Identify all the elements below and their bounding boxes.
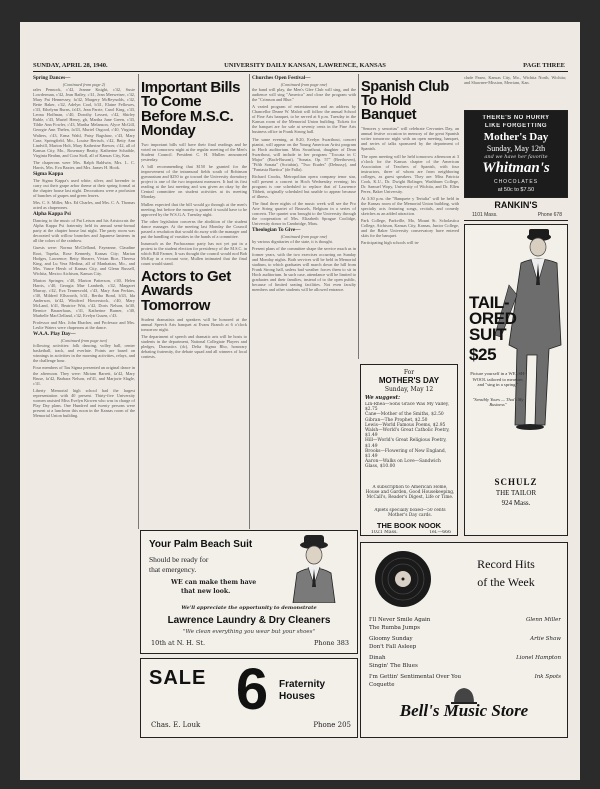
article-heading: Churches Open Festival— — [252, 75, 311, 81]
column-5: clude Paseo, Kansas City, Mo., Wichita North, Wichita; and Shawnee-Mission, Merriam, Kan. — [464, 75, 566, 86]
whitman-logo: Whitman's — [482, 160, 550, 176]
record-hit-row: I'm Gettin' Sentimental Over You Ink Spots — [369, 674, 561, 680]
record-hit-row: Singin' The Blues — [369, 663, 418, 669]
palm-beach-ad: Your Palm Beach Suit Should be ready for that emergency. WE can make them have that new look. We'll appreciate the opportunity to demonstrate Lawrence Laundry & Dry Cleaners "We clean everything you wear but your shoes" 10th at N. H. St. Phone 383 — [140, 530, 358, 654]
book-item: Lewis—World Famous Poems, $2.95 — [365, 422, 446, 428]
record-hits-list — [369, 617, 561, 690]
masthead-date: SUNDAY, APRIL 28, 1940. — [33, 62, 108, 69]
column-1: Spring Dances— (Continued from page 2) rales Pennock, c'42, Jeanne Knight, c'42, Susie Lowderman, c'42, Jean Bailey, c'41, Jean Meeweiser, c'42, Mary Pat Hennessey, fa'42, Margery McReynolds, c'42, Bette Baker, c'42, Adelyn Cool, b'41, Elaine Fellowes, c'43, Ethelynn Burns, fa'43, Jean Parrie, Carol King, c'43, Leona Hoffman, c'40, Dorothy Lessert, c'42, Shirley Ruble, c'43, Muriel Henry, gb, Martha June Green, c'43, Tildie Ann Fowler, c'43, Martha Melanson, Alyce McGill, Georgie Ann Thelen, fa'43, Muriel Osgood, c'40, Virginia Walters, c'43, Erma Wahl, Patsy Bagshaw, c'43, Mary Case, Springfield, Mo., Louise Bertsch, c'42, Betty Ann Lindvill, Marion Holt, Mary Katherine Brewer, c'42, all of Kansas City, Mo., Rosemary Beatty, Katherine Schaible, Virginia Beahm, and Cora Stoll, all of Kansas City, Kan. The chaperons were Mrs. Ralph Baldwin, Mrs. L. C. Harris, Mrs. Eva Baxter, and Mrs. James H. Hook. Sigma Kappa The Sigma Kappa's used white, silver, and lavender to carry out their grape arbor theme at their spring formal at the chapter house last night. Decorations were a profusion of bunches of grapes and green leaves. Mrs. C. S. Miller, Mrs. Ed Charles, and Mrs. C. A. Thomas acted as chaperones. Alpha Kappa Psi Dancing to the music of Pat Letson and his Aristocrats the Alpha Kappa Psi fraternity held its annual semi-formal party at the chapter house last night. The party room was decorated with willow branches and Japanese lanterns in all the colors of the rainbow. Guests were: Norma McClelland, Fayeanne, Claudine Root, Topeka, Rose Kennedy, Kansas City; Marian Hodges, Lawrence; Betty Shearer, Vivian Bice, Theresa King, and Lu Vera Medina, all of Manhattan, Mo., and Mrs. Vance Hersh of Kansas City, and Glenn Russell, Wichita, Mexico Atchison, Kansas City. Marion Springer, c'40, Marion Patterson, c'40, Helen Harris, c'40, Georgia Mae Lambeth, c'42, Margaret Murray, c'42, Eva Tennesvold, c'43, Mary Ann Perkins, c'40, Mildred Ellsworth, b'41, Bertha Bond, b'43, Ida Anderson, fa'42, Winifred Howerstock, c'40, Mary McLand, b'41, Beatrice Witt, c'42, Doris Nelson, fa'40, Bernice Bauserhaus, c'41, Katherine Burner, c'40, Marbelle MacClelland, c'42, Evelyn Gusen, c'43. Professor and Mrs. John Ebacher, and Professor and Mrs. Leslie Waters were chaperons at the dance. W.A.A. Play Day— (Continued from page two) following activities: folk dancing, volley ball, center basketball, track, and everlate. Points are based on winnings in activities in the morning activities, relays, and the challenge hour. Four members of Tau Sigma presented an original dance in the afternoon. They were: Miriam Barrett, fa'42, Mary Bruse, fa'42, Barbara Nelson, ed'41, and Marjorie Slagle, c'41. Liberty Memorial high school had the largest representation with 40 present. Thirty-five University women assisted Miss Evelyn Kirwen who was in charge of Play Day plans. One Hundred and twenty persons were present at a luncheon this noon in the Kansas room of the Memorial Union building. — [33, 75, 135, 418]
record-hit-row: Coquette — [369, 682, 395, 688]
column-3: Churches Open Festival— (Continued from page one) the band will play, the Men's Glee Club will sing, and the audience will sing "America" and close the program with the "Crimson and Blue." A varied program of entertainment and an address by Chancellor Deane W. Malott will follow the annual School of Fine Arts banquet, to be served at 6 p.m. Tuesday in the Kansas room of the Memorial Union building. Tickets for the banquet are for sale at seventy cents in the Fine Arts business office in Frank Strong hall. The same evening, at 8:20, Evelyn Swarthout, concert pianist, will appear on the Young American Artist program in Hoch auditorium. Miss Swarthout, daughter of Dean Swarthout, will include in her program "Toccata in C Major" (Bach-Busoni), "Sonata, Op. 57" (Beethoven), "Fifth Sonata" (Scriabin), "Two Etudes" (Debussy), and "Fantasia Baetica" (de Falla). Richard Crooks, Metropolitan opera company tenor star, will present a concert in Hoch Wednesday evening; his program is one scheduled to replace that of Lawrence Tibbett, originally scheduled but unable to appear because of illness. The final three nights of the music week will see the Pro Arte String quartet of Brussels, Belgium in a series of concerts. The quartet was brought to the University through the cooperation of Mrs. Elizabeth Sprague Coolidge, University donor in Cambridge, Mass. Theologian To Give— (Continued from page one) by various dignitaries of the state, it is thought. Present plans of the committee shape the service much as in former years, with the two exercises occurring on Sunday and Monday nights. Both services will be held in Memorial stadium, to which graduates will march down the hill from Frank Strong hall, unless bad weather forces them to sit in Hoch auditorium. In such case, attendance will be limited to graduates and their families, instead of to the open public, because of limited seating facilities. Not even faculty members and other students will be allowed entrance. — [252, 75, 356, 292]
book-nook-ad: For MOTHER'S DAY Sunday, May 12 We suggest: Lin-Rhea—Sons Grace Was My Valley, $2.75 Cane—Mother of the Smiths, $2.50 Gibran—The Prophet, $2.50 Lewis—World Famous Poems, $2.95 Walsh—World's Great Catholic Poetry, $1.49 Hill—World's Great Religious Poetry, $1.49 Brooks—Flowering of New England, $1.49 Aaron—Walks on Love—Sandwich Glass, $10.00 A subscription to American Home, House and Garden, Good Housekeeping, McCall's, Reader's Digest, Life or Time. Aplets specially boxed—50 cents Mother's Day cards. THE BOOK NOOK 1021 Mass. Tel.—666 — [360, 364, 458, 536]
article-heading: Theologian To Give— — [252, 227, 301, 234]
masthead-page: PAGE THREE — [523, 62, 565, 69]
book-item: Brooks—Flowering of New England, $1.49 — [365, 448, 447, 460]
headline-spanish-club: Spanish Club To Hold Banquet — [361, 79, 449, 123]
book-item: Walsh—World's Great Catholic Poetry, $1.49 — [365, 428, 450, 439]
record-hit-row: Don't Fall Asleep — [369, 644, 417, 650]
laundry-name: Lawrence Laundry & Dry Cleaners — [167, 615, 331, 626]
article-heading: Sigma Kappa — [33, 170, 64, 177]
record-disc-illustration — [367, 549, 443, 611]
book-item: Gibran—The Prophet, $2.50 — [365, 417, 428, 423]
rankins-store: RANKIN'S — [494, 200, 538, 210]
article-heading: Alpha Kappa Psi — [33, 211, 71, 218]
masthead-rule — [33, 71, 568, 72]
book-item: Aaron—Walks on Love—Sandwich Glass, $10.00 — [365, 459, 441, 470]
book-item: Lin-Rhea—Sons Grace Was My Valley, $2.75 — [365, 402, 450, 413]
record-hit-row: The Rumba Jumps — [369, 625, 420, 631]
fraternity-sale-ad: SALE 6 Fraternity Houses Chas. E. Louk Phone 205 — [140, 658, 358, 738]
schulz-tailor-ad: TAIL- ORED SUIT $25 Picture yourself in a WELSH-WOOL tailored to measure, and "sing in a spring." "Sensibly Yours — That's My Business" SCHULZ THE TAILOR 924 Mass. — [464, 224, 568, 536]
book-nook-name: THE BOOK NOOK — [376, 521, 442, 530]
record-hit-row: Gloomy Sunday Artie Shaw — [369, 636, 561, 642]
record-hit-row: I'll Never Smile Again Glenn Miller — [369, 617, 561, 623]
masthead-title: UNIVERSITY DAILY KANSAN, LAWRENCE, KANSAS — [224, 62, 386, 69]
headline-important-bills: Important Bills To Come Before M.S.C. Monday — [141, 79, 241, 139]
column-4: Spanish Club To Hold Banquet "Senores y senoritas" will celebrate Cervantes Day, an annual festive occasion in memory of the great Spanish writer tomorrow night with an open meeting, banquet, and series of talks sponsored by the department of Spanish. The open meeting will be held tomorrow afternoon at 3 o'clock for the Kansas chapter of the American Association of Teachers of Spanish, with four instructors, three of whom are from neighboring colleges, as guest speakers. They are: Miss Patricia Cook, K.U., Dr. Dwight Bolinger, Washburn College, Dr. Samuel Wopy, University of Wichita, and Dr. Ellen Perez, Baker University. At 3:30 p.m. the "Banquete y Tertulia" will be held in the Kansas room of the Memorial Union building, with specialty acts featuring songs, recitals, and comedy sketches as an added attraction. Park College, Parkville, Mo, Mount St. Scholastica College, Atchison, Kansas City, Kansas, Junior College, and the Baker University conservatory have entered skits for the banquet. Participating high schools will in- — [361, 79, 459, 246]
headline-actors-awards: Actors to Get Awards Tomorrow — [141, 268, 231, 314]
column-2: Important Bills To Come Before M.S.C. Monday Two important bills will have their final readings and be voted on tomorrow night at the regular meeting of the Men's Student Council. President C. H. Mullen announced yesterday. A bill recommending that $150 be granted for the improvement of the intramural fields south of Robinson gymnasium and $250 to go toward the University dormitory project is one of the two important measures. It had its first reading at the last meeting and was given an okay by the Central committee on student activities at its meeting Monday. Mullen expected that the bill would go through at the men's meeting, but before the money is granted it would have to be approved by the W.S.G.A. Tuesday night. The other legislation concerns the abolition of the student dance manager. At the meeting last Monday the Council passed a resolution that would do away with the manager and put the handling of varsities in the hands of a committee. Inasmuch as the Pachacamac party has not yet put in a protest to the student election for presidency of the M.S.C. in which Bill Farmer, It was thought the council would nod Bob McKay in a recount vote, Mullen intimated that the final count would stand. Actors to Get Awards Tomorrow Student dramatists and speakers will be honored at the annual Speech Arts banquet at Evans Branch at 6 o'clock tomorrow night. The department of speech and dramatic arts will be hosts to students in the department, National Collegiate Players and pledges, Dramatics (dc), Delta Sigma Rho, honorary debating fraternity, the debate squad and all winners of local contests. — [141, 79, 247, 360]
article-heading: Spring Dances— — [33, 75, 71, 81]
whitman-ad: THERE'S NO HURRY LIKE FORGETTING Mother's Day Sunday, May 12th and we have her favorite Whitman's CHOCOLATES at 50c to $7.50 — [464, 110, 568, 198]
man-with-hat-illustration — [279, 533, 349, 603]
bells-music-store-logo: Bell's Music Store — [399, 701, 529, 720]
article-heading: W.A.A. Play Day— — [33, 331, 76, 338]
schulz-brand: SCHULZ — [494, 477, 538, 487]
book-item: Hill—World's Great Religious Poetry, $1.49 — [365, 438, 447, 449]
tailored-suit-price: $25 — [469, 347, 497, 364]
bells-music-ad: Record Hits of the Week I'll Never Smile Again Glenn Miller The Rumba Jumps Gloomy Sunday Artie Shaw Don't Fall Asleep Dinah Lionel Hampton Singin' The Blues I'm Gettin' Sentimental Over You Ink Spots Coquette Bell's Music Store — [360, 542, 568, 738]
book-item: Cane—Mother of the Smiths, $2.50 — [365, 412, 444, 418]
newspaper-page: SUNDAY, APRIL 28, 1940. UNIVERSITY DAILY KANSAN, LAWRENCE, KANSAS PAGE THREE Spring Dances— (Continued from page 2) rales Pennock, c'42, Jeanne Knight, c'42, Susie Lowderman, c'42, Jean Bailey, c'41, Jean Meeweiser, c'42, Mary Pat Hennessey, fa'42, Margery McReynolds, c'42, Bette Baker, c'42, Adelyn Cool, b'41, Elaine Fellowes, c'43, Ethelynn Burns, fa'43, Jean Parrie, Carol King, c'43, Leona Hoffman, c'40, Dorothy Lessert, c'42, Shirley Ruble, c'43, Muriel Henry, gb, Martha June Green, c'43, Tildie Ann Fowler, c'43, Martha Melanson, Alyce McGill, Georgie Ann Thelen, fa'43, Muriel Osgood, c'40, Virginia Walters, c'43, Erma Wahl, Patsy Bagshaw, c'43, Mary Case, Springfield, Mo., Louise Bertsch, c'42, Betty Ann Lindvill, Marion Holt, Mary Katherine Brewer, c'42, all of Kansas City, Mo., Rosemary Beatty, Katherine Schaible, Virginia Beahm, and Cora Stoll, all of Kansas City, Kan. The chaperons were Mrs. Ralph Baldwin, Mrs. L. C. Harris, Mrs. Eva Baxter, and Mrs. James H. Hook. Sigma Kappa The Sigma Kappa's used white, silver, and lavender to carry out their grape arbor theme at their spring formal at the chapter house last night. Decorations were a profusion of bunches of grapes and green leaves. Mrs. C. S. Miller, Mrs. Ed Charles, and Mrs. C. A. Thomas acted as chaperones. Alpha Kappa Psi Dancing to the music of Pat Letson and his Aristocrats the Alpha Kappa Psi fraternity held its annual semi-formal party at the chapter house last night. The party room was decorated with willow branches and Japanese lanterns in all the colors of the rainbow. Guests were: Norma McClelland, Fayeanne, Claudine Root, Topeka, Rose Kennedy, Kansas City; Marian Hodges, Lawrence; Betty Shearer, Vivian Bice, Theresa King, and Lu Vera Medina, all of Manhattan, Mo., and Mrs. Vance Hersh of Kansas City, and Glenn Russell, Wichita, Mexico Atchison, Kansas City. Marion Springer, c'40, Marion Patterson, c'40, Helen Harris, c'40, Georgia Mae Lambeth, c'42, Margaret Murray, c'42, Eva Tennesvold, c'43, Mary Ann Perkins, c'40, Mildred Ellsworth, b'41, Bertha Bond, b'43, Ida Anderson, fa'42, Winifred Howerstock, c'40, Mary McLand, b'41, Beatrice Witt, c'42, Doris Nelson, fa'40, Bernice Bauserhaus, c'41, Katherine Burner, c'40, Marbelle MacClelland, c'42, Evelyn Gusen, c'43. Professor and Mrs. John Ebacher, and Professor and Mrs. Leslie Waters were chaperons at the dance. W.A.A. Play Day— (Continued from page two) following activities: folk dancing, volley ball, center basketball, track, and everlate. Points are based on winnings in activities in the morning activities, relays, and the challenge hour. Four members of Tau Sigma presented an original dance in the afternoon. They were: Miriam Barrett, fa'42, Mary Bruse, fa'42, Barbara Nelson, ed'41, and Marjorie Slagle, c'41. Liberty Memorial high school had the largest representation with 40 present. Thirty-five University women assisted Miss Evelyn Kirwen who was in charge of Play Day plans. One Hundred and twenty persons were present at a luncheon this noon in the Kansas room of the Memorial Union building. Important Bills To Come Before M.S.C. Monday Two important bills will have their final readings and be voted on tomorrow night at the regular meeting of the Men's Student Council. President C. H. Mullen announced yesterday. A bill recommending that $150 be granted for the improvement of the intramural fields south of Robinson gymnasium and $250 to go toward the University dormitory project is one of the two important measures. It had its first reading at the last meeting and was given an okay by the Central committee on student activities at its meeting Monday. Mullen expected that the bill would go through at the men's meeting, but before the money is granted it would have to be approved by the W.S.G.A. Tuesday night. The other legislation concerns the abolition of the student dance manager. At the meeting last Monday the Council passed a resolution that would do away with the manager and put the handling of varsities in the hands of a committee. Inasmuch as the Pachacamac party has not yet put in a protest to the student election for presidency of the M.S.C. in which Bill Farmer, It was thought the council would nod Bob McKay in a recount vote, Mullen intimated that the final count would stand. Actors to Get Awards Tomorrow Student dramatists and speakers will be honored at the annual Speech Arts banquet at Evans Branch at 6 o'clock tomorrow night. The department of speech and dramatic arts will be hosts to students in the department, National Collegiate Players and pledges, Dramatics (dc), Delta Sigma Rho, honorary debating fraternity, the debate squad and all winners of local contests. Churches Open Festival— (Continued from page one) the band will play, the Men's Glee Club will sing, and the audience will sing "America" and close the program with the "Crimson and Blue." A varied program of entertainment and an address by Chancellor Deane W. Malott will follow the annual School of Fine Arts banquet, to be served at 6 p.m. Tuesday in the Kansas room of the Memorial Union building. Tickets for the banquet are for sale at seventy cents in the Fine Arts business office in Frank Strong hall. The same evening, at 8:20, Evelyn Swarthout, concert pianist, will appear on the Young American Artist program in Hoch auditorium. Miss Swarthout, daughter of Dean Swarthout, will include in her program "Toccata in C Major" (Bach-Busoni), "Sonata, Op. 57" (Beethoven), "Fifth Sonata" (Scriabin), "Two Etudes" (Debussy), and "Fantasia Baetica" (de Falla). Richard Crooks, Metropolitan opera company tenor star, will present a concert in Hoch Wednesday evening; his program is one scheduled to replace that of Lawrence Tibbett, originally scheduled but unable to appear because of illness. The final three nights of the music week will see the Pro Arte String quartet of Brussels, Belgium in a series of concerts. The quartet was brought to the University through the cooperation of Mrs. Elizabeth Sprague Coolidge, University donor in Cambridge, Mass. Theologian To Give— (Continued from page one) by various dignitaries of the state, it is thought. Present plans of the committee shape the service much as in former years, with the two exercises occurring on Sunday and Monday nights. Both services will be held in Memorial stadium, to which graduates will march down the hill from Frank Strong hall, unless bad weather forces them to sit in Hoch auditorium. In such case, attendance will be limited to graduates and their families, instead of to the open public, because of limited seating facilities. Not even faculty members and other students will be allowed entrance. Spanish Club To Hold Banquet "Senores y senoritas" will celebrate Cervantes Day, an annual festive occasion in memory of the great Spanish writer tomorrow night with an open meeting, banquet, and series of talks sponsored by the department of Spanish. The open meeting will be held tomorrow afternoon at 3 o'clock for the Kansas chapter of the American Association of Teachers of Spanish, with four instructors, three of whom are from neighboring colleges, as guest speakers. They are: Miss Patricia Cook, K.U., Dr. Dwight Bolinger, Washburn College, Dr. Samuel Wopy, University of Wichita, and Dr. Ellen Perez, Baker University. At 3:30 p.m. the "Banquete y Tertulia" will be held in the Kansas room of the Memorial Union building, with specialty acts featuring songs, recitals, and comedy sketches as an added attraction. Park College, Parkville, Mo, Mount St. Scholastica College, Atchison, Kansas City, Kansas, Junior College, and the Baker University conservatory have entered skits for the banquet. Participating high schools will in- clude Paseo, Kansas City, Mo., Wichita North, Wichita; and Shawnee-Mission, Merriam, Kan. THERE'S NO HURRY LIKE FORGETTING Mother's Day Sunday, May 12th and we have her favorite Whitman's CHOCOLATES at 50c to $7.50 RANKIN'S 1101 Mass. Phone 678 TAIL- ORED SUIT $25 Picture yourself in a WELSH-WOOL tailored to measure, and "sing in a spring." "Sensibly Yours — That's My Business" SCHULZ THE TAILOR 924 Mass. For MOTHER'S DAY Sunday, May 12 We suggest: Lin-Rhea—Sons Grace Was My Valley, $2.75 Cane—Mother of the Smiths, $2.50 Gibran—The Prophet, $2.50 Lewis—World Famous Poems, $2.95 Walsh—World's Great Catholic Poetry, $1.49 Hill—World's Great Religious Poetry, $1.49 Brooks—Flowering of New England, $1.49 Aaron—Walks on Love—Sandwich Glass, $10.00 A subscription to American Home, House and Garden, Good Housekeeping, McCall's, Reader's Digest, Life or Time. Aplets specially boxed—50 cents Mother's Day cards. THE BOOK NOOK 1021 Mass. Tel.—666 Your Palm Beach Suit Should be ready for that emergency. WE can make them have that new look. We'll appreciate the opportunity to demonstrate Lawrence Laundry & Dry Cleaners "We clean everything you wear but your shoes" 10th at N. H. St. Phone 383 SALE 6 Fraternity Houses Chas. E. Louk Phone 205 Record Hits of the Week I'll Never Smile Again Glenn Miller The Rumba Jumps Gloomy Sunday Artie Shaw Don't Fall Asleep Dinah Lionel Hampton Singin' The Blues I'm Gettin' Sentimental Over You Ink Spots Coquette Bell's Music Store — [20, 22, 580, 780]
record-hit-row: Dinah Lionel Hampton — [369, 655, 561, 661]
